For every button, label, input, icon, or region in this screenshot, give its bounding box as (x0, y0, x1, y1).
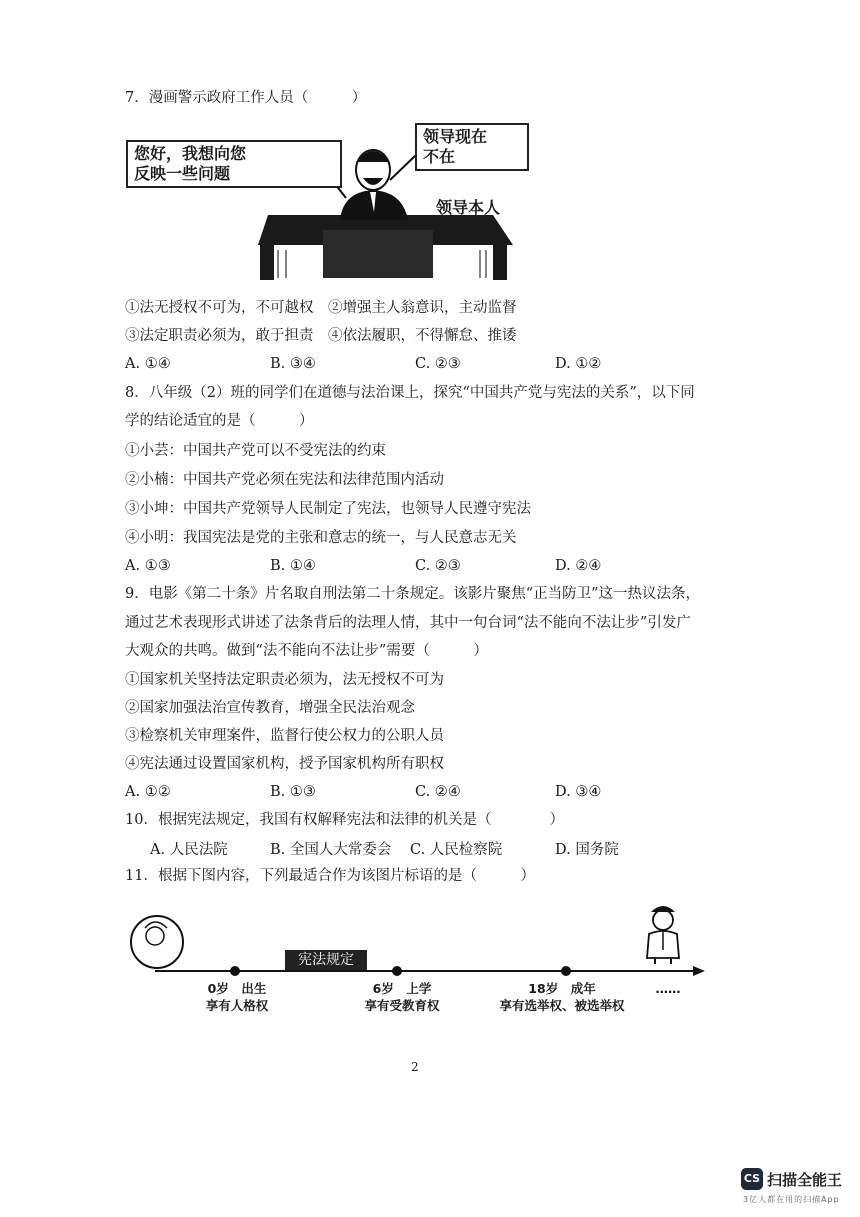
q7-statement-1: ①法无授权不可为，不可越权 ②增强主人翁意识，主动监督 (125, 300, 517, 316)
q9-stem-line-1: 9．电影《第二十条》片名取自刑法第二十条规定。该影片聚焦“正当防卫”这一热议法条， (125, 586, 701, 602)
page-number: 2 (411, 1060, 419, 1074)
q9-options (125, 782, 645, 802)
q7-options (125, 354, 645, 374)
q9-statement-2: ②国家加强法治宣传教育，增强全民法治观念 (125, 700, 415, 716)
q9-option-b[interactable]: B. ①③ (270, 784, 316, 800)
q10-options (150, 840, 650, 860)
q8-statement-4: ④小明：我国宪法是党的主张和意志的统一，与人民意志无关 (125, 530, 517, 546)
desk-leg-right (493, 245, 507, 280)
adult-head (653, 910, 673, 930)
point-0-right: 享有人格权 (205, 998, 269, 1013)
timeline-ellipsis: …… (655, 981, 681, 996)
bubble-right-line-2: 不在 (423, 147, 456, 166)
watermark-tagline: 3亿人都在用的扫描App (743, 1195, 840, 1204)
q9-statement-3: ③检察机关审理案件，监督行使公权力的公职人员 (125, 728, 444, 744)
baby-face (146, 927, 164, 945)
q10-option-c[interactable]: C. 人民检察院 (410, 842, 503, 858)
timeline-dot-6 (392, 966, 402, 976)
point-0-age: 0岁 出生 (207, 981, 267, 996)
q7-option-d[interactable]: D. ①② (555, 356, 602, 372)
q9-option-c[interactable]: C. ②④ (415, 784, 461, 800)
watermark-app-name: 扫描全能王 (767, 1171, 843, 1189)
q7-stem: 7．漫画警示政府工作人员（ ） (125, 90, 367, 106)
q8-statement-1: ①小芸：中国共产党可以不受宪法的约束 (125, 443, 386, 459)
point-18-age: 18岁 成年 (528, 981, 596, 996)
q10-option-b[interactable]: B. 全国人大常委会 (270, 842, 392, 858)
bubble-right-line-1: 领导现在 (423, 127, 488, 146)
timeline-point-0 (187, 980, 287, 1014)
pointer-line-right (390, 155, 416, 180)
q11-timeline (125, 898, 725, 1028)
q7-option-b[interactable]: B. ③④ (270, 356, 316, 372)
q8-option-a[interactable]: A. ①③ (125, 558, 171, 574)
point-6-age: 6岁 上学 (372, 981, 432, 996)
timeline-dot-18 (561, 966, 571, 976)
q10-option-a[interactable]: A. 人民法院 (150, 842, 228, 858)
q9-statement-4: ④宪法通过设置国家机构，授予国家机构所有职权 (125, 756, 444, 772)
bubble-left-line-2: 反映一些问题 (134, 164, 231, 183)
desk-leg-left (260, 245, 274, 280)
q9-stem-line-3: 大观众的共鸣。做到“法不能向不法让步”需要（ ） (125, 643, 488, 659)
q8-stem-line-1: 8．八年级（2）班的同学们在道德与法治课上，探究“中国共产党与宪法的关系”，以下同 (125, 385, 695, 401)
q10-stem: 10．根据宪法规定，我国有权解释宪法和法律的机关是（ ） (125, 812, 564, 828)
speech-bubble-leader (415, 123, 529, 171)
q9-option-d[interactable]: D. ③④ (555, 784, 602, 800)
q9-option-a[interactable]: A. ①② (125, 784, 171, 800)
q7-option-c[interactable]: C. ②③ (415, 356, 461, 372)
q7-statement-2: ③法定职责必须为，敢于担责 ④依法履职，不得懈怠、推诿 (125, 328, 517, 344)
q7-cartoon (118, 120, 538, 290)
timeline-dot-0 (230, 966, 240, 976)
banner-label: 宪法规定 (298, 952, 354, 968)
q11-stem: 11．根据下图内容，下列最适合作为该图片标语的是（ ） (125, 868, 535, 884)
desk-front (323, 230, 433, 278)
q8-stem-line-2: 学的结论适宜的是（ ） (125, 413, 314, 429)
speech-bubble-visitor (126, 140, 342, 188)
camscanner-logo-icon: CS (741, 1168, 763, 1190)
q8-option-c[interactable]: C. ②③ (415, 558, 461, 574)
q8-option-d[interactable]: D. ②④ (555, 558, 602, 574)
q7-option-a[interactable]: A. ①④ (125, 356, 171, 372)
timeline-arrow (693, 966, 705, 976)
bubble-left-line-1: 您好，我想向您 (134, 144, 247, 163)
cartoon-caption: 领导本人 (436, 198, 501, 217)
leader-hair (356, 151, 390, 162)
q9-statement-1: ①国家机关坚持法定职责必须为，法无授权不可为 (125, 672, 444, 688)
q10-option-d[interactable]: D. 国务院 (555, 842, 619, 858)
q8-options (125, 556, 645, 576)
q8-option-b[interactable]: B. ①④ (270, 558, 316, 574)
adult-hair (651, 906, 675, 912)
timeline-point-18 (487, 980, 637, 1014)
q9-stem-line-2: 通过艺术表现形式讲述了法条背后的法理人情，其中一句台词“法不能向不法让步”引发广 (125, 615, 691, 631)
scanner-watermark (741, 1168, 851, 1208)
q8-statement-2: ②小楠：中国共产党必须在宪法和法律范围内活动 (125, 472, 444, 488)
point-6-right: 享有受教育权 (364, 998, 440, 1013)
point-18-right: 享有选举权、被选举权 (499, 998, 625, 1013)
timeline-point-6 (347, 980, 457, 1014)
q8-statement-3: ③小坤：中国共产党领导人民制定了宪法，也领导人民遵守宪法 (125, 501, 531, 517)
